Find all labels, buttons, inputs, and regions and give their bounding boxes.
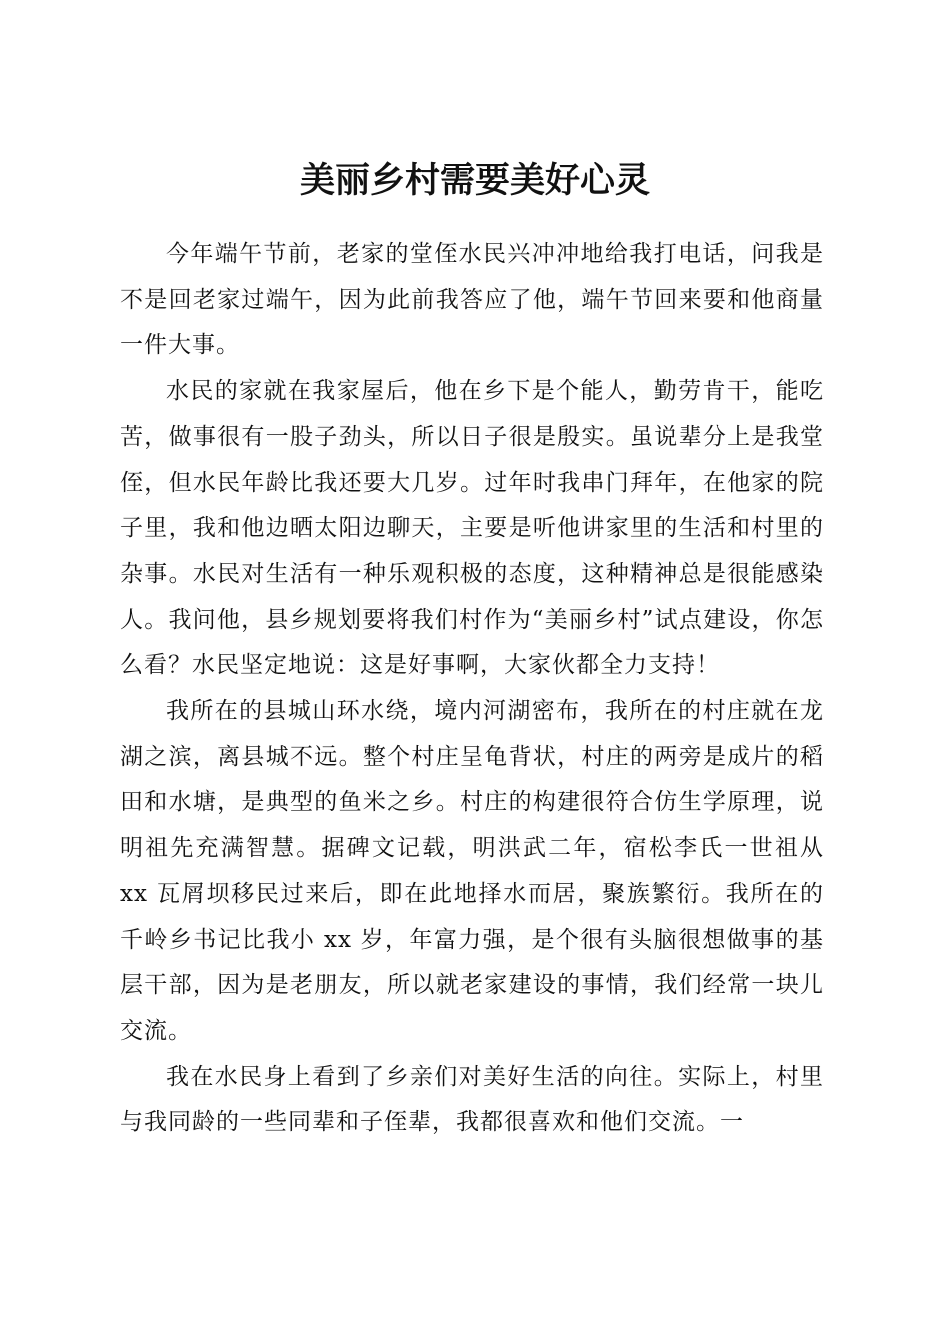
paragraph: 我在水民身上看到了乡亲们对美好生活的向往。实际上，村里与我同龄的一些同辈和子侄辈，我都很喜欢和他们交流。一 — [120, 1063, 824, 1136]
paragraph: 水民的家就在我家屋后，他在乡下是个能人，勤劳肯干，能吃苦，做事很有一股子劲头，所以日子很是殷实。虽说辈分上是我堂侄，但水民年龄比我还要大几岁。过年时我串门拜年，在他家的院子里，我和他边晒太阳边聊天，主要是听他讲家里的生活和村里的杂事。水民对生活有一种乐观积极的态度，这种精神总是很能感染人。我问他，县乡规划要将我们村作为“美丽乡村”试点建设，你怎么看？水民坚定地说：这是好事啊，大家伙都全力支持！ — [120, 378, 824, 679]
paragraph: 我所在的县城山环水绕，境内河湖密布，我所在的村庄就在龙湖之滨，离县城不远。整个村庄呈龟背状，村庄的两旁是成片的稻田和水塘，是典型的鱼米之乡。村庄的构建很符合仿生学原理，说明祖先充满智慧。据碑文记载，明洪武二年，宿松李氏一世祖从 xx 瓦屑坝移民过来后，即在此地择水而居，聚族繁衍。我所在的千岭乡书记比我小 xx 岁，年富力强，是个很有头脑很想做事的基层干部，因为是老朋友，所以就老家建设的事情，我们经常一块儿交流。 — [120, 698, 824, 1044]
paragraph: 今年端午节前，老家的堂侄水民兴冲冲地给我打电话，问我是不是回老家过端午，因为此前我答应了他，端午节回来要和他商量一件大事。 — [120, 241, 824, 359]
document-title: 美丽乡村需要美好心灵 — [299, 160, 650, 202]
document-body — [120, 232, 824, 1146]
